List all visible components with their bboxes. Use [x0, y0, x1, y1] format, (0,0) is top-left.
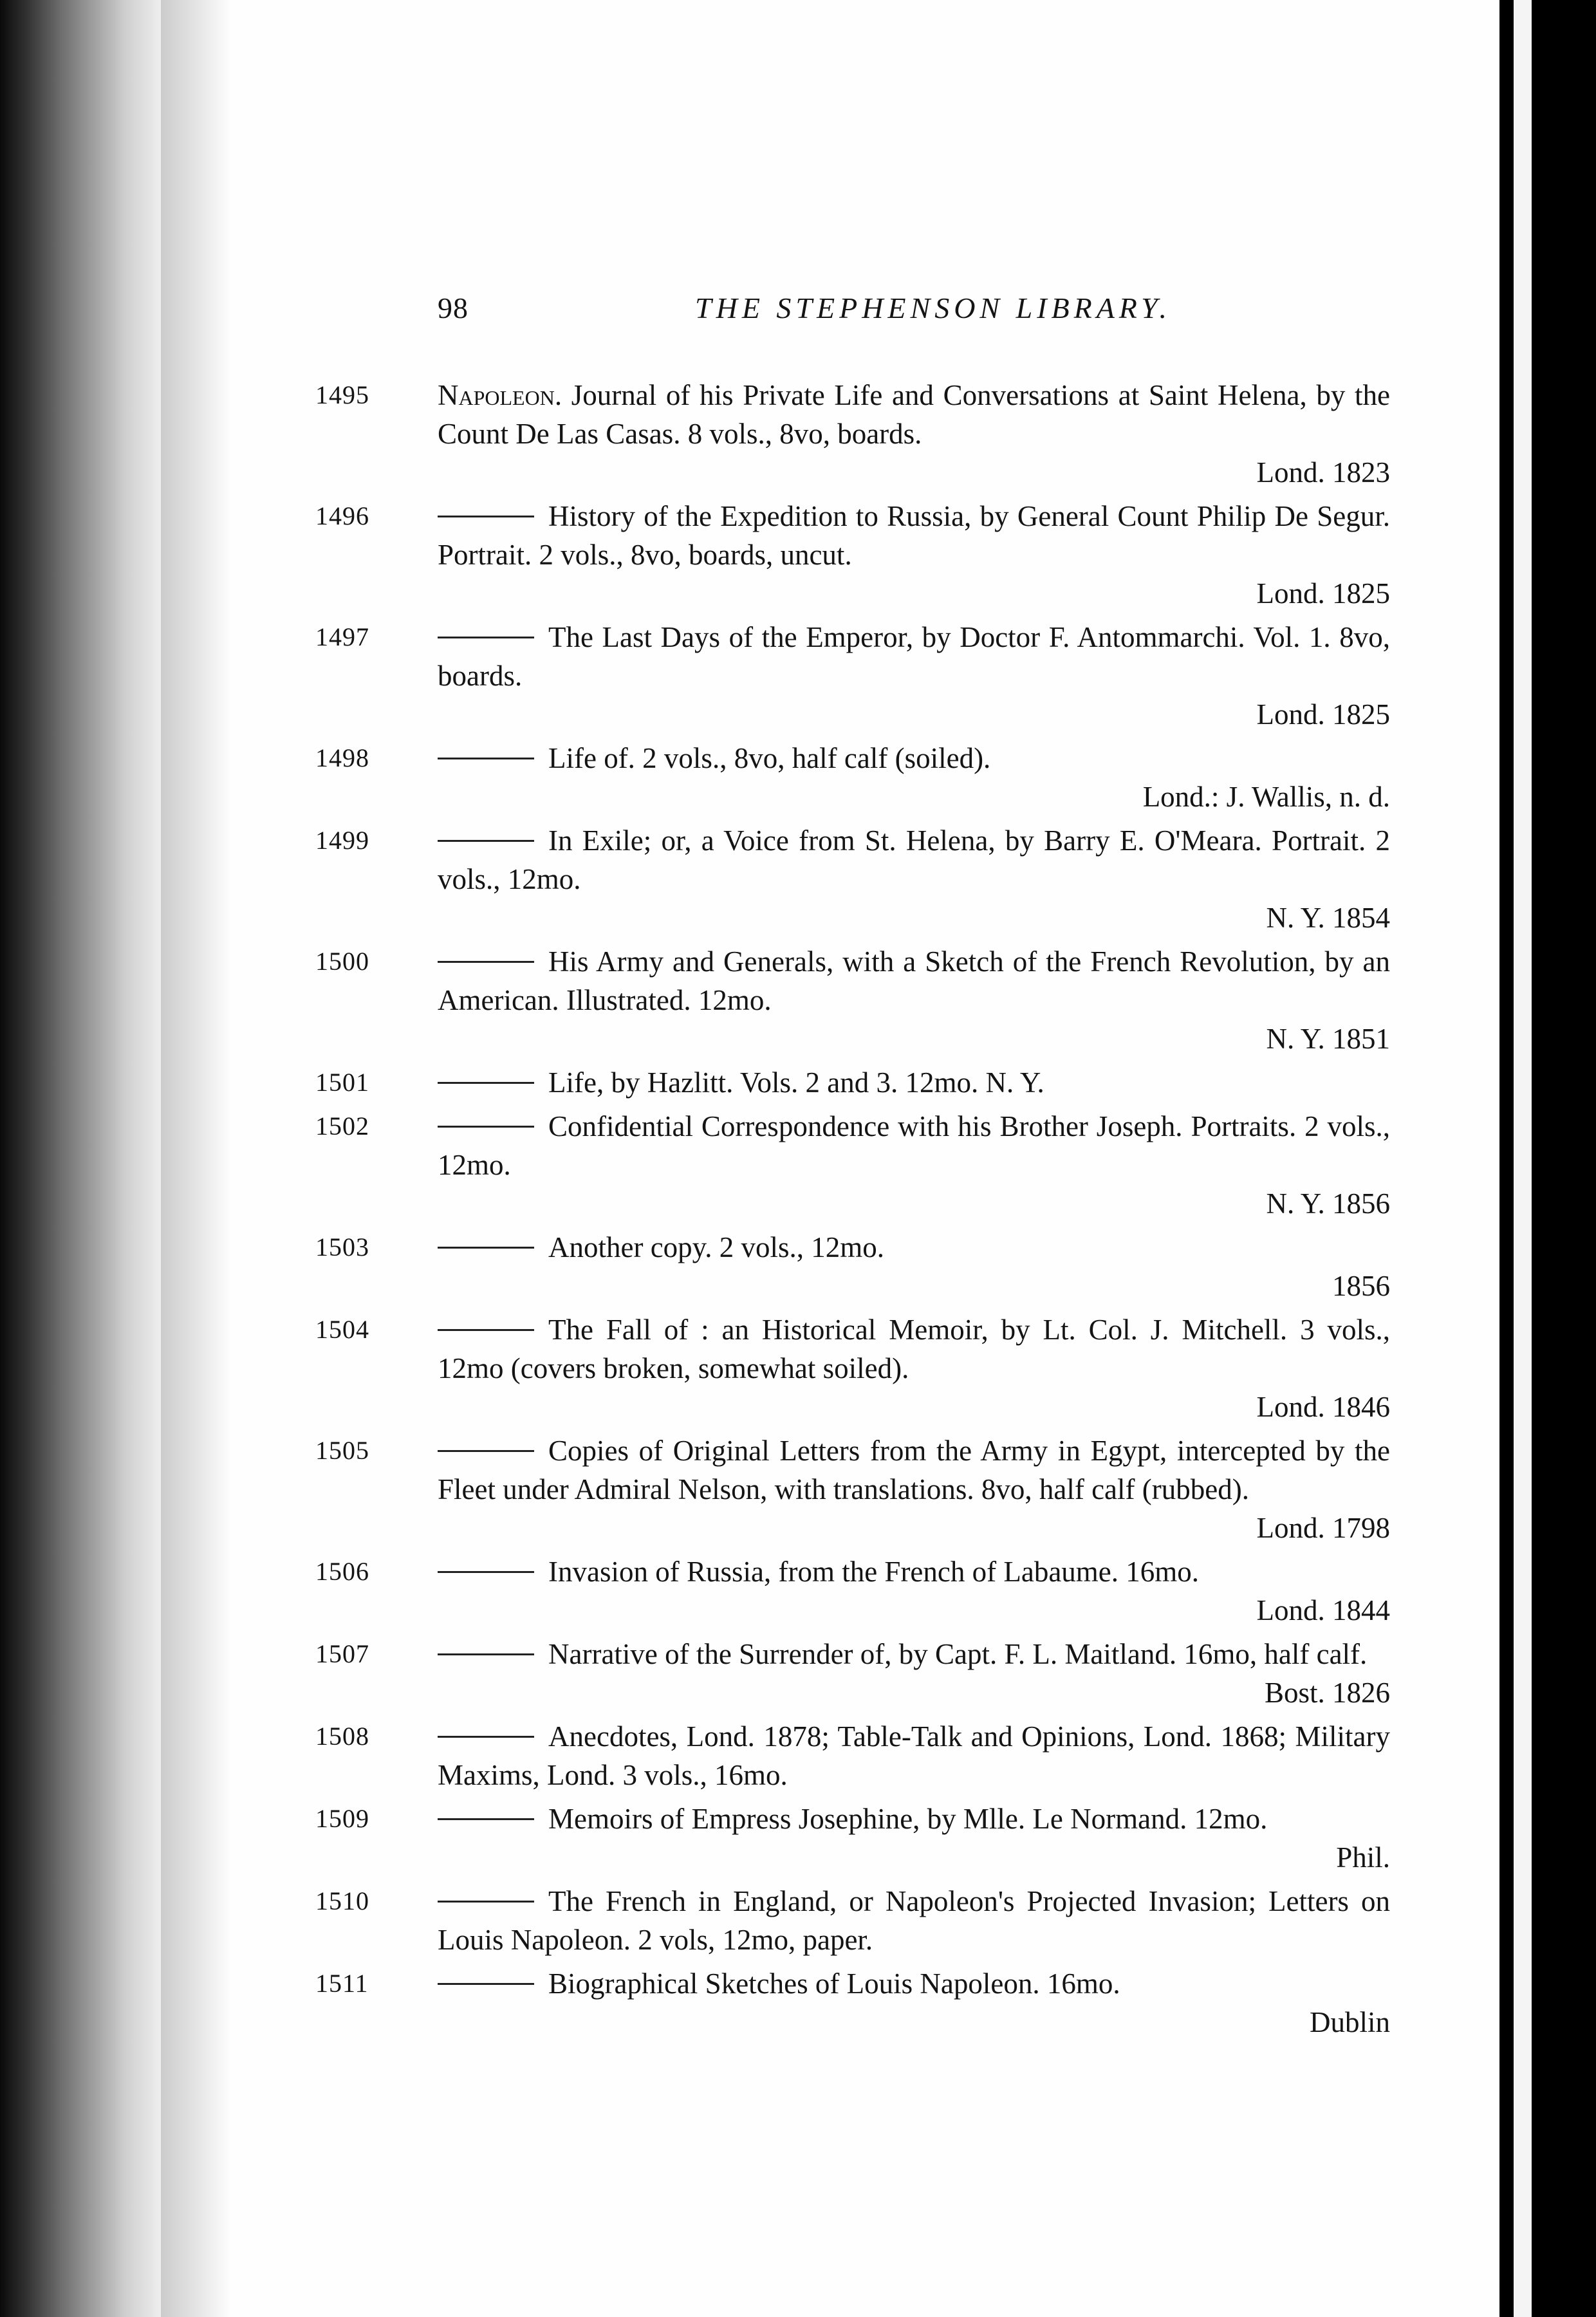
catalog-entry [315, 942, 1390, 1058]
entry-imprint: Dublin [1309, 2006, 1390, 2038]
entry-description: History of the Expedition to Russia, by General Count Philip De Segur. Portrait. 2 vols., 8vo, boards, uncut. [438, 500, 1390, 571]
entry-description: Another copy. 2 vols., 12mo. [548, 1231, 885, 1263]
entry-heading: Napoleon. [438, 379, 562, 411]
entry-imprint: Bost. 1826 [1264, 1677, 1390, 1709]
ditto-dash [438, 1126, 534, 1128]
entry-description: The Last Days of the Emperor, by Doctor F. Antommarchi. Vol. 1. 8vo, boards. [438, 621, 1390, 692]
catalog-entry [315, 1063, 1390, 1102]
ditto-dash [438, 1329, 534, 1331]
ditto-dash [438, 1901, 534, 1903]
entry-description: Anecdotes, Lond. 1878; Table-Talk and Opinions, Lond. 1868; Military Maxims, Lond. 3 vols., 16mo. [438, 1720, 1390, 1791]
catalog-entry [315, 1107, 1390, 1223]
catalog-entry [315, 1800, 1390, 1877]
entry-description: The Fall of : an Historical Memoir, by Lt. Col. J. Mitchell. 3 vols., 12mo (covers broken, somewhat soiled). [438, 1314, 1390, 1384]
entry-description: Memoirs of Empress Josephine, by Mlle. Le Normand. 12mo. [548, 1803, 1268, 1835]
catalog-entry [315, 1882, 1390, 1959]
entry-imprint: Lond. 1825 [1256, 698, 1390, 730]
entry-description: Life of. 2 vols., 8vo, half calf (soiled). [548, 742, 991, 774]
entry-imprint: Lond. 1846 [1256, 1391, 1390, 1423]
lot-number: 1504 [315, 1315, 369, 1344]
ditto-dash [438, 1818, 534, 1820]
ditto-dash [438, 637, 534, 638]
entry-description: Confidential Correspondence with his Brother Joseph. Portraits. 2 vols., 12mo. [438, 1110, 1390, 1181]
lot-number: 1509 [315, 1804, 369, 1833]
entry-description: Biographical Sketches of Louis Napoleon. 16mo. [548, 1968, 1120, 2000]
right-page-edge [1499, 0, 1596, 2317]
lot-number: 1505 [315, 1436, 369, 1465]
lot-number: 1498 [315, 743, 369, 772]
entry-description: His Army and Generals, with a Sketch of the French Revolution, by an American. Illustrated. 12mo. [438, 945, 1390, 1016]
lot-number: 1506 [315, 1557, 369, 1586]
entry-description: Narrative of the Surrender of, by Capt. F. L. Maitland. 16mo, half calf. [548, 1638, 1368, 1670]
entry-imprint: Lond. 1844 [1256, 1594, 1390, 1626]
catalog-entry [315, 618, 1390, 734]
catalog-entry [315, 1964, 1390, 2042]
book-gutter [0, 0, 161, 2317]
facing-page-strip [1514, 0, 1532, 2317]
catalog-entry [315, 821, 1390, 937]
ditto-dash [438, 1082, 534, 1084]
entry-imprint: Lond. 1823 [1256, 456, 1390, 489]
gutter-shadow [161, 0, 232, 2317]
running-head [277, 291, 1422, 330]
lot-number: 1508 [315, 1722, 369, 1751]
entry-imprint: N. Y. 1856 [1266, 1187, 1390, 1220]
ditto-dash [438, 516, 534, 517]
entry-imprint: Lond.: J. Wallis, n. d. [1142, 781, 1390, 813]
entry-imprint: N. Y. 1851 [1266, 1023, 1390, 1055]
ditto-dash [438, 1571, 534, 1573]
lot-number: 1500 [315, 947, 369, 976]
lot-number: 1503 [315, 1233, 369, 1261]
ditto-dash [438, 1983, 534, 1985]
entry-description: In Exile; or, a Voice from St. Helena, by Barry E. O'Meara. Portrait. 2 vols., 12mo. [438, 824, 1390, 895]
entry-description: The French in England, or Napoleon's Projected Invasion; Letters on Louis Napoleon. 2 vols, 12mo, paper. [438, 1885, 1390, 1956]
entry-description: Journal of his Private Life and Conversations at Saint Helena, by the Count De Las Casas. 8 vols., 8vo, boards. [438, 379, 1390, 450]
running-title: THE STEPHENSON LIBRARY. [695, 292, 1171, 324]
entry-imprint: Lond. 1825 [1256, 577, 1390, 609]
catalog-entry [315, 739, 1390, 816]
lot-number: 1511 [315, 1969, 369, 1998]
catalog-entry [315, 1228, 1390, 1305]
catalog-entry [315, 376, 1390, 492]
entry-imprint: 1856 [1332, 1270, 1390, 1302]
entry-imprint: Lond. 1798 [1256, 1512, 1390, 1544]
catalog-entries [315, 376, 1390, 2047]
catalog-entry [315, 1635, 1390, 1712]
lot-number: 1501 [315, 1068, 369, 1097]
ditto-dash [438, 1450, 534, 1452]
entry-description: Invasion of Russia, from the French of Labaume. 16mo. [548, 1556, 1200, 1588]
ditto-dash [438, 1653, 534, 1655]
lot-number: 1510 [315, 1886, 369, 1915]
page-number: 98 [438, 292, 469, 324]
entry-imprint: Phil. [1336, 1841, 1390, 1874]
lot-number: 1502 [315, 1112, 369, 1140]
ditto-dash [438, 1736, 534, 1738]
lot-number: 1496 [315, 501, 369, 530]
lot-number: 1495 [315, 380, 369, 409]
entry-description: Life, by Hazlitt. Vols. 2 and 3. 12mo. N. Y. [548, 1066, 1044, 1099]
ditto-dash [438, 840, 534, 842]
entry-description: Copies of Original Letters from the Army in Egypt, intercepted by the Fleet under Admiral Nelson, with translations. 8vo, half calf (rubbed). [438, 1435, 1390, 1505]
lot-number: 1497 [315, 622, 369, 651]
ditto-dash [438, 1247, 534, 1249]
catalog-entry [315, 497, 1390, 613]
catalog-entry [315, 1552, 1390, 1630]
entry-imprint: N. Y. 1854 [1266, 902, 1390, 934]
lot-number: 1507 [315, 1639, 369, 1668]
catalog-entry [315, 1431, 1390, 1547]
lot-number: 1499 [315, 826, 369, 855]
catalog-entry [315, 1310, 1390, 1426]
ditto-dash [438, 758, 534, 759]
ditto-dash [438, 961, 534, 963]
catalog-entry [315, 1717, 1390, 1794]
